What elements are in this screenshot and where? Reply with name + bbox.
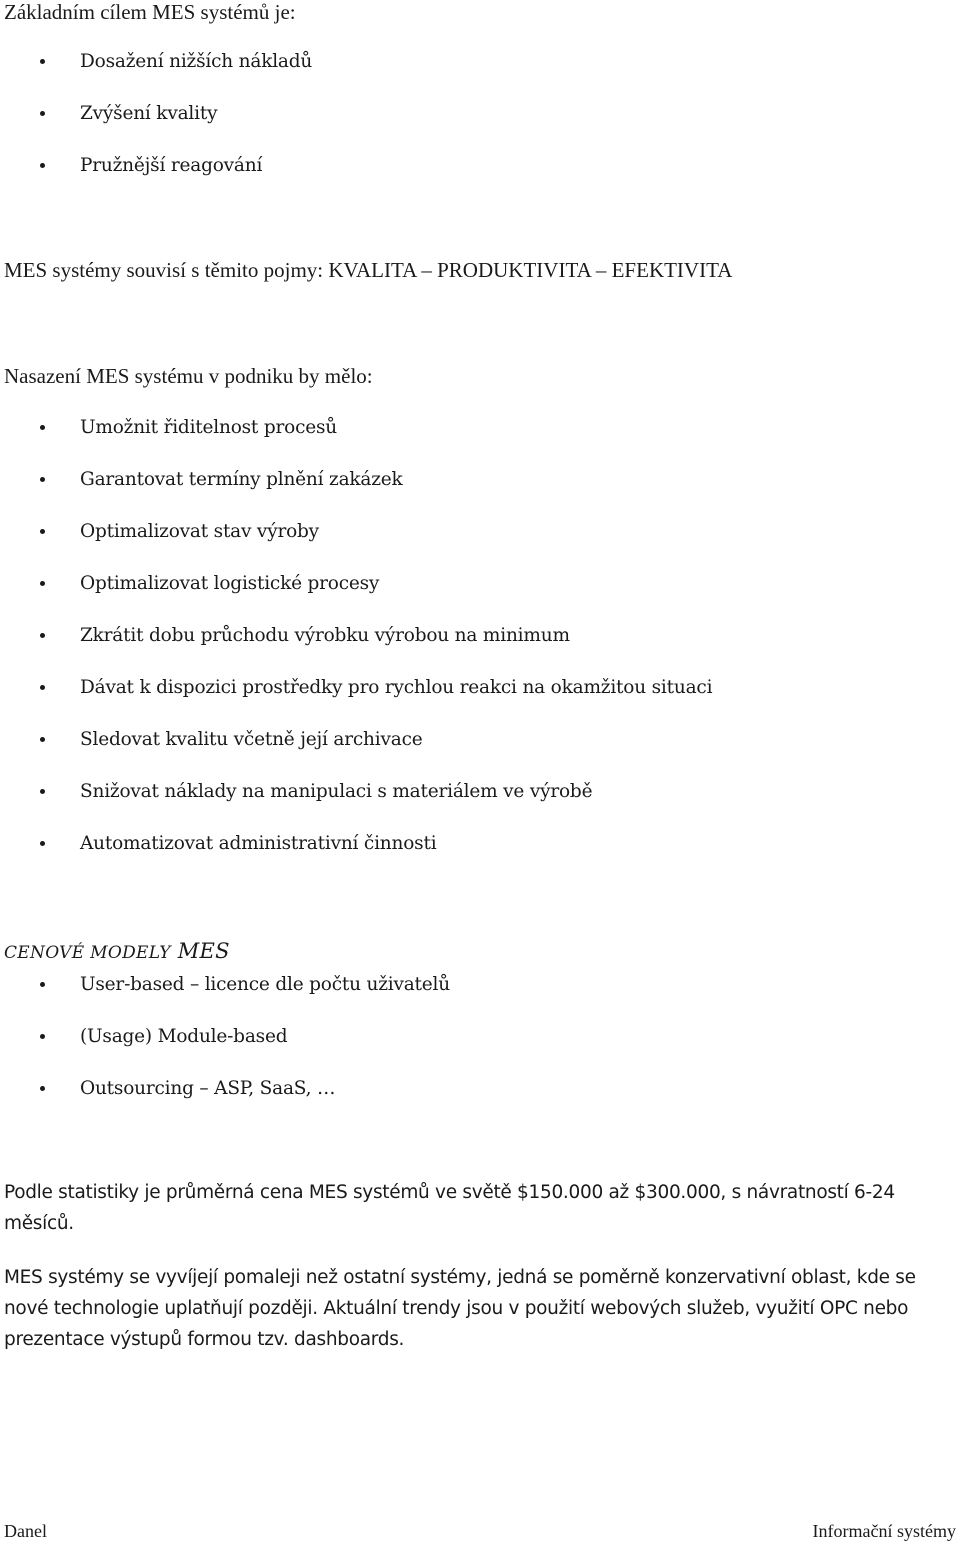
paragraph-trends: MES systémy se vyvíjejí pomaleji než ostatní systémy, jedná se poměrně konzervativní oblast, kde se nové technologie uplatňují později. Aktuální trendy jsou v použití webových služeb, využití OPC nebo prezentace výstupů formou tzv. dashboards. bbox=[4, 1267, 916, 1350]
footer-author: Danel bbox=[4, 1521, 47, 1541]
goals-intro: Základním cílem MES systémů je: bbox=[4, 0, 296, 24]
goals-item: Dosažení nižších nákladů bbox=[80, 51, 313, 72]
bullet-icon bbox=[38, 1077, 46, 1085]
deployment-item: Optimalizovat stav výroby bbox=[80, 521, 319, 542]
bullet-icon bbox=[38, 728, 46, 736]
goals-item: Zvýšení kvality bbox=[80, 103, 218, 124]
bullet-icon bbox=[38, 624, 46, 632]
pricing-item: User-based – licence dle počtu uživatelů bbox=[80, 974, 450, 995]
deployment-item: Snižovat náklady na manipulaci s materiálem ve výrobě bbox=[80, 781, 593, 802]
deployment-item: Umožnit řiditelnost procesů bbox=[80, 417, 337, 438]
deployment-item: Optimalizovat logistické procesy bbox=[80, 573, 380, 594]
bullet-icon bbox=[38, 102, 46, 110]
bullet-icon bbox=[38, 416, 46, 424]
paragraph-price-statistics: Podle statistiky je průměrná cena MES systémů ve světě $150.000 až $300.000, s návratností 6-24 měsíců. bbox=[4, 1182, 895, 1234]
pricing-heading bbox=[4, 938, 230, 966]
goals-item: Pružnější reagování bbox=[80, 155, 263, 176]
bullet-icon bbox=[38, 1025, 46, 1033]
bullet-icon bbox=[38, 676, 46, 684]
pricing-heading-main: CENOVÉ MODELY bbox=[4, 943, 171, 963]
bullet-icon bbox=[38, 832, 46, 840]
concepts-text: MES systémy souvisí s těmito pojmy: KVALITA – PRODUKTIVITA – EFEKTIVITA bbox=[4, 258, 733, 282]
deployment-item: Automatizovat administrativní činnosti bbox=[80, 833, 437, 854]
bullet-icon bbox=[38, 520, 46, 528]
bullet-icon bbox=[38, 154, 46, 162]
deployment-item: Sledovat kvalitu včetně její archivace bbox=[80, 729, 423, 750]
pricing-heading-suffix: MES bbox=[177, 939, 230, 963]
pricing-item: Outsourcing – ASP, SaaS, … bbox=[80, 1078, 336, 1099]
deployment-intro: Nasazení MES systému v podniku by mělo: bbox=[4, 364, 373, 388]
bullet-icon bbox=[38, 572, 46, 580]
deployment-item: Zkrátit dobu průchodu výrobku výrobou na minimum bbox=[80, 625, 570, 646]
bullet-icon bbox=[38, 50, 46, 58]
deployment-item: Dávat k dispozici prostředky pro rychlou reakci na okamžitou situaci bbox=[80, 677, 713, 698]
bullet-icon bbox=[38, 780, 46, 788]
footer-title: Informační systémy bbox=[812, 1521, 956, 1541]
pricing-item: (Usage) Module-based bbox=[80, 1026, 288, 1047]
bullet-icon bbox=[38, 468, 46, 476]
deployment-item: Garantovat termíny plnění zakázek bbox=[80, 469, 403, 490]
bullet-icon bbox=[38, 973, 46, 981]
